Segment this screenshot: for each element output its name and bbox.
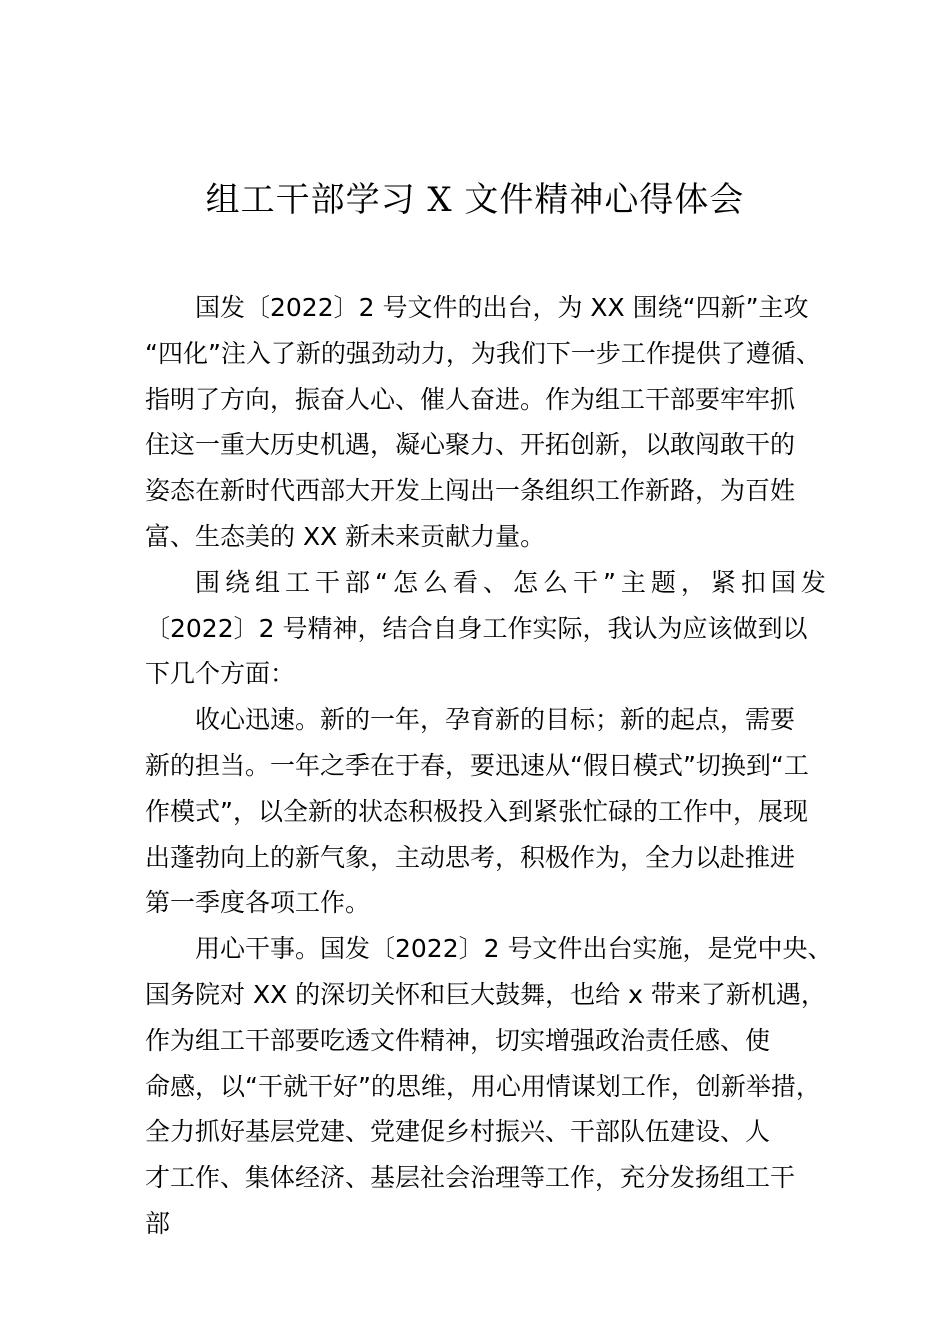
body-line: 部 — [145, 1208, 171, 1238]
body-line: 才工作、集体经济、基层社会治理等工作，充分发扬组工干 — [145, 1163, 796, 1193]
body-line: 命感，以“干就干好”的思维，用心用情谋划工作，创新举措， — [145, 1071, 821, 1101]
body-line: 出蓬勃向上的新气象，主动思考，积极作为，全力以赴推进 — [145, 842, 796, 872]
body-line: 全力抓好基层党建、党建促乡村振兴、干部队伍建设、人 — [145, 1117, 771, 1147]
body-line: 围绕组工干部“怎么看、怎么干”主题，紧扣国发 — [195, 567, 831, 597]
body-line: 指明了方向，振奋人心、催人奋进。作为组工干部要牢牢抓 — [145, 384, 796, 414]
document-title: 组工干部学习 X 文件精神心得体会 — [205, 180, 745, 220]
document-body — [145, 285, 833, 1247]
body-line: 下几个方面： — [145, 659, 296, 689]
body-line: 第一季度各项工作。 — [145, 888, 371, 918]
body-line: 新的担当。一年之季在于春，要迅速从“假日模式”切换到“工 — [145, 750, 809, 780]
body-line: 住这一重大历史机遇，凝心聚力、开拓创新，以敢闯敢干的 — [145, 430, 796, 460]
body-line: 作模式”，以全新的状态积极投入到紧张忙碌的工作中，展现 — [145, 796, 808, 826]
body-line: “四化”注入了新的强劲动力，为我们下一步工作提供了遵循、 — [145, 338, 821, 368]
body-line: 作为组工干部要吃透文件精神，切实增强政治责任感、使 — [145, 1025, 771, 1055]
body-line: 收心迅速。新的一年，孕育新的目标；新的起点，需要 — [195, 705, 796, 735]
body-line: 国发〔2022〕2 号文件的出台，为 XX 围绕“四新”主攻 — [195, 293, 809, 322]
body-line: 〔2022〕2 号精神，结合自身工作实际，我认为应该做到以 — [145, 613, 808, 643]
body-line: 姿态在新时代西部大开发上闯出一条组织工作新路，为百姓 — [145, 476, 796, 506]
body-line: 用心干事。国发〔2022〕2 号文件出台实施，是党中央、 — [195, 934, 833, 964]
body-line: 富、生态美的 XX 新未来贡献力量。 — [145, 521, 546, 551]
body-line: 国务院对 XX 的深切关怀和巨大鼓舞，也给 x 带来了新机遇， — [145, 979, 826, 1009]
